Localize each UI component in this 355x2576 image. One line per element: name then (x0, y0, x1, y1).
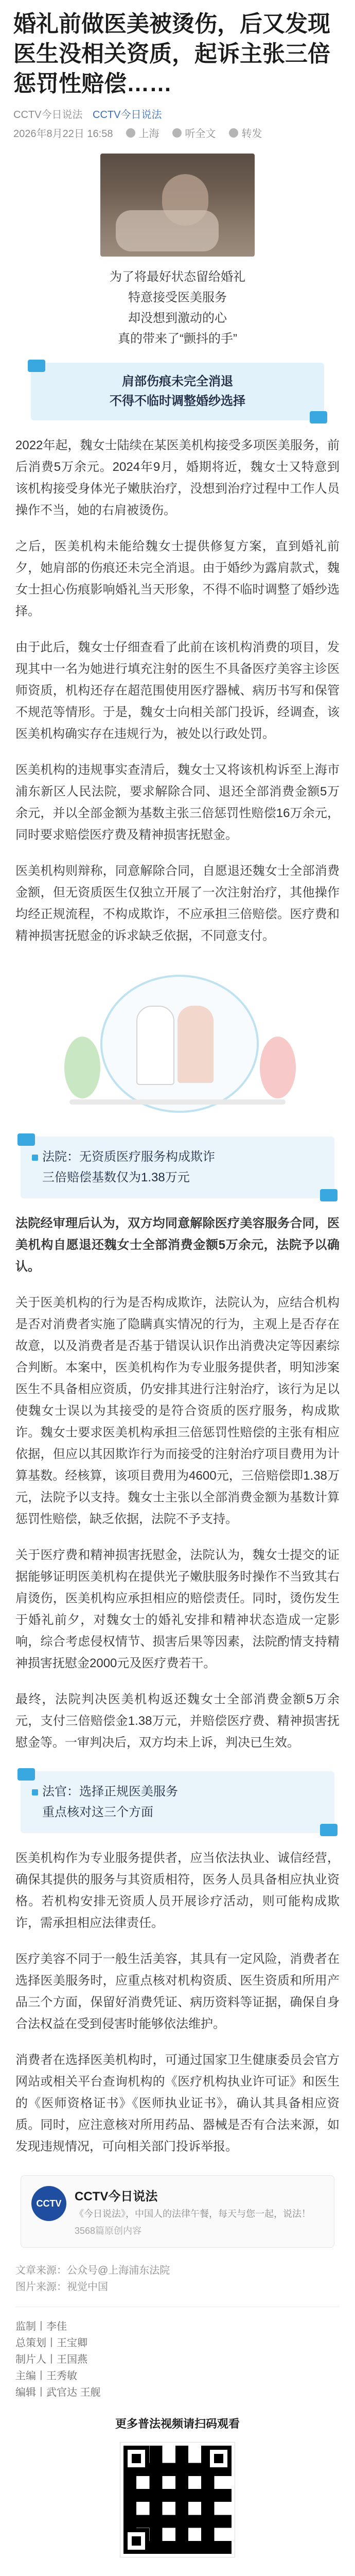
qr-code[interactable] (120, 2443, 235, 2557)
paragraph: 关于医疗费和精神损害抚慰金，法院认为，魏女士提交的证据能够证明医美机构在提供光子嫩肤服务时操作不当致其右肩烫伤，医美机构应承担相应的赔偿责任。同时，烫伤发生于婚礼前夕，对魏女士的婚礼安排和精神状态造成一定影响，综合考虑侵权情节、损害后果等因素，法院酌情支持精神损害抚慰金2000元及医疗费若干。 (15, 1548, 340, 1670)
paragraph: 消费者在选择医美机构时，可通过国家卫生健康委员会官方网站或相关平台查询机构的《医疗机构执业许可证》和医生的《医师资格证书》《医师执业证书》，确认其具备相应资质。同时，应注意核对所用药品、器械是否有合法来源，如发现违规情况，可向相关部门投诉举报。 (15, 2053, 340, 2154)
leaf-decoration (64, 1037, 100, 1098)
headphone-icon (172, 128, 182, 138)
publish-date: 2026年8月22日 16:58 (13, 128, 113, 140)
account-card[interactable] (21, 2175, 334, 2248)
location-badge (126, 125, 159, 140)
quote-line: 真的带来了“颤抖的手” (118, 332, 237, 346)
footer-source: 文章来源：公众号@上海浦东法院 (15, 2265, 170, 2276)
credit-line: 编辑丨武官达 王舰 (15, 2387, 101, 2398)
credit-line: 监制丨李佳 (15, 2321, 67, 2332)
paragraph: 医美机构则辩称，同意解除合同，自愿退还魏女士全部消费金额，但无资质医生仅独立开展了一次注射治疗，其他操作均经正规流程，不构成欺诈，不应承担三倍赔偿。医疗费和精神损害抚慰金的诉求缺乏依据，不同意支付。 (15, 864, 340, 943)
marker-icon (32, 1789, 38, 1795)
section-banner-2 (21, 1137, 334, 1198)
banner-line: 肩部伤痕未完全消退 (122, 375, 233, 388)
banner-line: 三倍赔偿基数仅为1.38万元 (42, 1171, 190, 1184)
account-logo: CCTV (31, 2186, 66, 2221)
quote-line: 却没想到激动的心 (128, 311, 227, 325)
qr-finder (123, 2528, 149, 2554)
source-label: CCTV今日说法 (13, 109, 83, 121)
section-banner-3 (21, 1771, 334, 1833)
banner-corner-decoration (310, 411, 327, 423)
banner-line: 法官：选择正规医美服务 (32, 1782, 323, 1802)
banner-corner-decoration (320, 1824, 338, 1836)
flower-decoration (260, 1037, 296, 1098)
article-footer (0, 2262, 355, 2295)
wedding-illustration (33, 964, 322, 1119)
location-text: 上海 (138, 128, 159, 140)
quote-line: 特意接受医美服务 (128, 291, 227, 304)
qr-title: 更多普法视频请扫码观看 (115, 2417, 240, 2430)
paragraph: 医美机构作为专业服务提供者，应当依法执业、诚信经营，确保其提供的服务与其资质相符，医务人员具备相应执业资格。若机构安排无资质人员开展诊疗活动，则可能构成欺诈，需承担相应法律责任。 (15, 1851, 340, 1930)
paragraph: 之后，医美机构未能给魏女士提供修复方案，直到婚礼前夕，她肩部的伤痕还未完全消退。由于婚纱为露肩款式，魏女士担心伤痕影响婚礼当天形象，不得不临时调整了婚纱选择。 (15, 539, 340, 618)
intro-quote (0, 267, 355, 349)
article-meta-row (0, 121, 355, 140)
share-label: 转发 (241, 128, 262, 140)
credit-line: 制片人丨王国燕 (15, 2354, 87, 2365)
qr-finder (123, 2446, 149, 2471)
illustration-base (69, 1099, 286, 1105)
quote-line: 为了将最好状态留给婚礼 (110, 270, 245, 284)
paragraph: 由于此后，魏女士仔细查看了此前在该机构消费的项目，发现其中一名为她进行填充注射的医生不具备医疗美容主诊医师资质，机构还存在超范围使用医疗器械、病历书写和保管不规范等情形。于是，魏女士向相关部门投诉，经调查，该医美机构确实存在违规行为，被处以行政处罚。 (15, 640, 340, 741)
location-icon (126, 128, 135, 138)
listen-label: 听全文 (185, 128, 216, 140)
banner-line: 重点核对这三个方面 (42, 1805, 153, 1819)
credit-line: 主编丨王秀敏 (15, 2370, 77, 2382)
qr-finder (206, 2446, 232, 2471)
article-headline: 婚礼前做医美被烫伤，后又发现医生没相关资质，起诉主张三倍惩罚性赔偿…… (13, 11, 330, 96)
banner-corner-decoration (28, 360, 45, 372)
paragraph: 最终，法院判决医美机构返还魏女士全部消费金额5万余元，支付三倍赔偿金1.38万元，并赔偿医疗费、精神损害抚慰金等。一审判决后，双方均未上诉，判决已生效。 (15, 1692, 340, 1750)
paragraph: 医美机构的违规事实查清后，魏女士又将该机构诉至上海市浦东新区人民法院，要求解除合同、退还全部消费金额5万余元，并以全部金额为基数主张三倍惩罚性赔偿16万余元，同时要求赔偿医疗费及精神损害抚慰金。 (15, 763, 340, 842)
account-link[interactable]: CCTV今日说法 (93, 109, 162, 121)
share-icon (229, 128, 238, 138)
banner-corner-decoration (320, 1189, 338, 1201)
banner-line: 不得不临时调整婚纱选择 (110, 394, 245, 408)
account-meta: 3568篇原创内容 (75, 2226, 142, 2236)
paragraph: 医疗美容不同于一般生活美容，其具有一定风险，消费者在选择医美服务时，应重点核对机构资质、医生资质和所用产品三个方面，保留好消费凭证、病历资料等证据，确保自身合法权益在受到侵害时能够依法维护。 (15, 1952, 340, 2031)
paragraph: 2022年起，魏女士陆续在某医美机构接受多项医美服务，前后消费5万余元。2024年9月，婚期将近，魏女士又特意到该机构接受身体光子嫩肤治疗，没想到治疗过程中工作人员操作不当，她的右肩被烫伤。 (15, 438, 340, 517)
banner-line: 法院：无资质医疗服务构成欺诈 (32, 1147, 323, 1167)
share-button[interactable] (229, 125, 262, 140)
credits (0, 2318, 355, 2401)
section-banner-1 (31, 363, 324, 420)
footer-image-source: 图片来源：视觉中国 (15, 2281, 108, 2293)
listen-button[interactable] (172, 125, 216, 140)
account-desc: 《今日说法》，中国人的法律午餐，每天与您一起，说法！ (75, 2209, 311, 2219)
banner-corner-decoration (17, 1768, 35, 1781)
credit-line: 总策划丨王宝卿 (15, 2337, 87, 2349)
bride-figure (177, 1006, 214, 1083)
account-card-body (75, 2186, 311, 2237)
article-meta (0, 99, 355, 121)
banner-corner-decoration (17, 1133, 35, 1146)
marker-icon (32, 1155, 38, 1161)
groom-figure (136, 1006, 174, 1085)
paragraph: 关于医美机构的行为是否构成欺诈，法院认为，应结合机构是否对消费者实施了隐瞒真实情况的行为，主观上是否存在故意，以及消费者是否基于错误认识作出消费决定等因素综合判断。本案中，医美机构作为专业服务提供者，明知涉案医生不具备相应资质，仍安排其进行注射治疗，该行为足以使魏女士误以为其接受的是符合资质的医疗服务，构成欺诈。魏女士要求医美机构承担三倍惩罚性赔偿的主张有相应依据，但应以其因欺诈行为而接受的注射治疗项目费用为计算基数。经核算，该项目费用为4600元，三倍赔偿即1.38万元，法院予以支持。魏女士主张以全部消费金额为基数计算惩罚性赔偿，缺乏依据，法院不予支持。 (15, 1296, 340, 1526)
wedding-photo (100, 154, 255, 257)
paragraph: 法院经审理后认为，双方均同意解除医疗美容服务合同，医美机构自愿退还魏女士全部消费金额5万余元，法院予以确认。 (15, 1216, 340, 1274)
account-name: CCTV今日说法 (75, 2190, 158, 2204)
